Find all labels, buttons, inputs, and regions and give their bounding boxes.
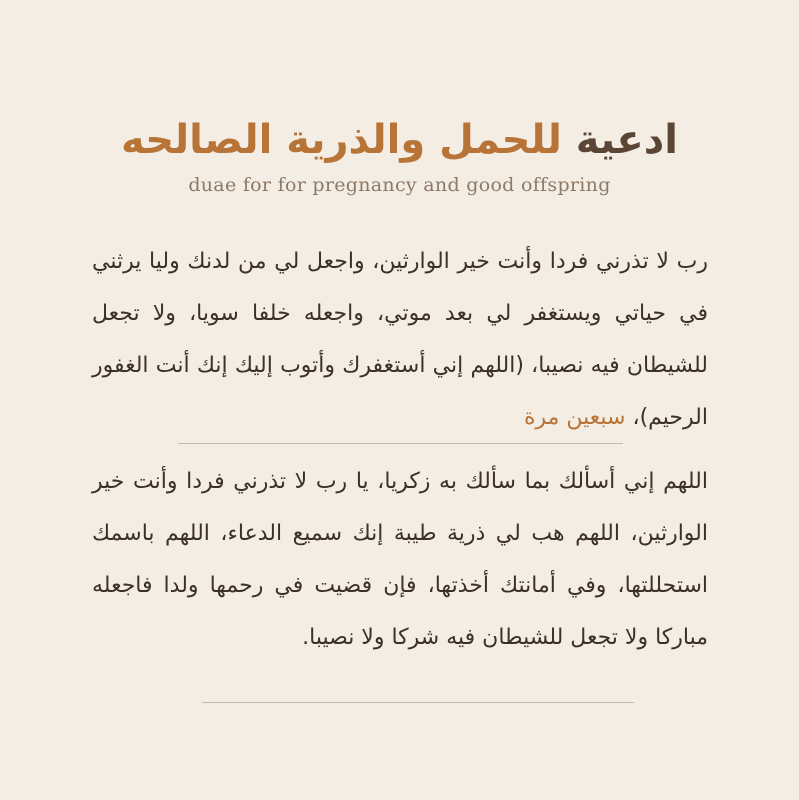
repeat-count-note: سبعين مرة [523, 405, 626, 430]
dua-paragraph-2-text: اللهم إني أسألك بما سألك به زكريا، يا رب لا تذرني فردا وأنت خير الوارثين، اللهم هب لي ذرية طيبة إنك سميع الدعاء، اللهم باسمك استحللتها، وفي أمانتك أخذتها، فإن قضيت في رحمها ولدا فاجعله مباركا ولا تجعل للشيطان فيه شركا ولا نصيبا. [92, 469, 708, 650]
dua-paragraph-1-text: رب لا تذرني فردا وأنت خير الوارثين، واجعل لي من لدنك وليا يرثني في حياتي ويستغفر لي بعد موتي، واجعله خلفا سويا، ولا تجعل للشيطان فيه نصيبا، (اللهم إني أستغفرك وأتوب إليك إنك أنت الغفور الرحيم)، [92, 249, 708, 430]
divider [178, 443, 623, 444]
dua-paragraph-2 [92, 456, 708, 664]
page-title [0, 112, 799, 168]
title-accent-part: للحمل والذرية الصالحه [121, 117, 562, 163]
divider [202, 702, 634, 703]
title-dark-part: ادعية [575, 117, 678, 163]
page-subtitle: duae for for pregnancy and good offspring [188, 174, 611, 196]
dua-paragraph-1 [92, 236, 708, 444]
